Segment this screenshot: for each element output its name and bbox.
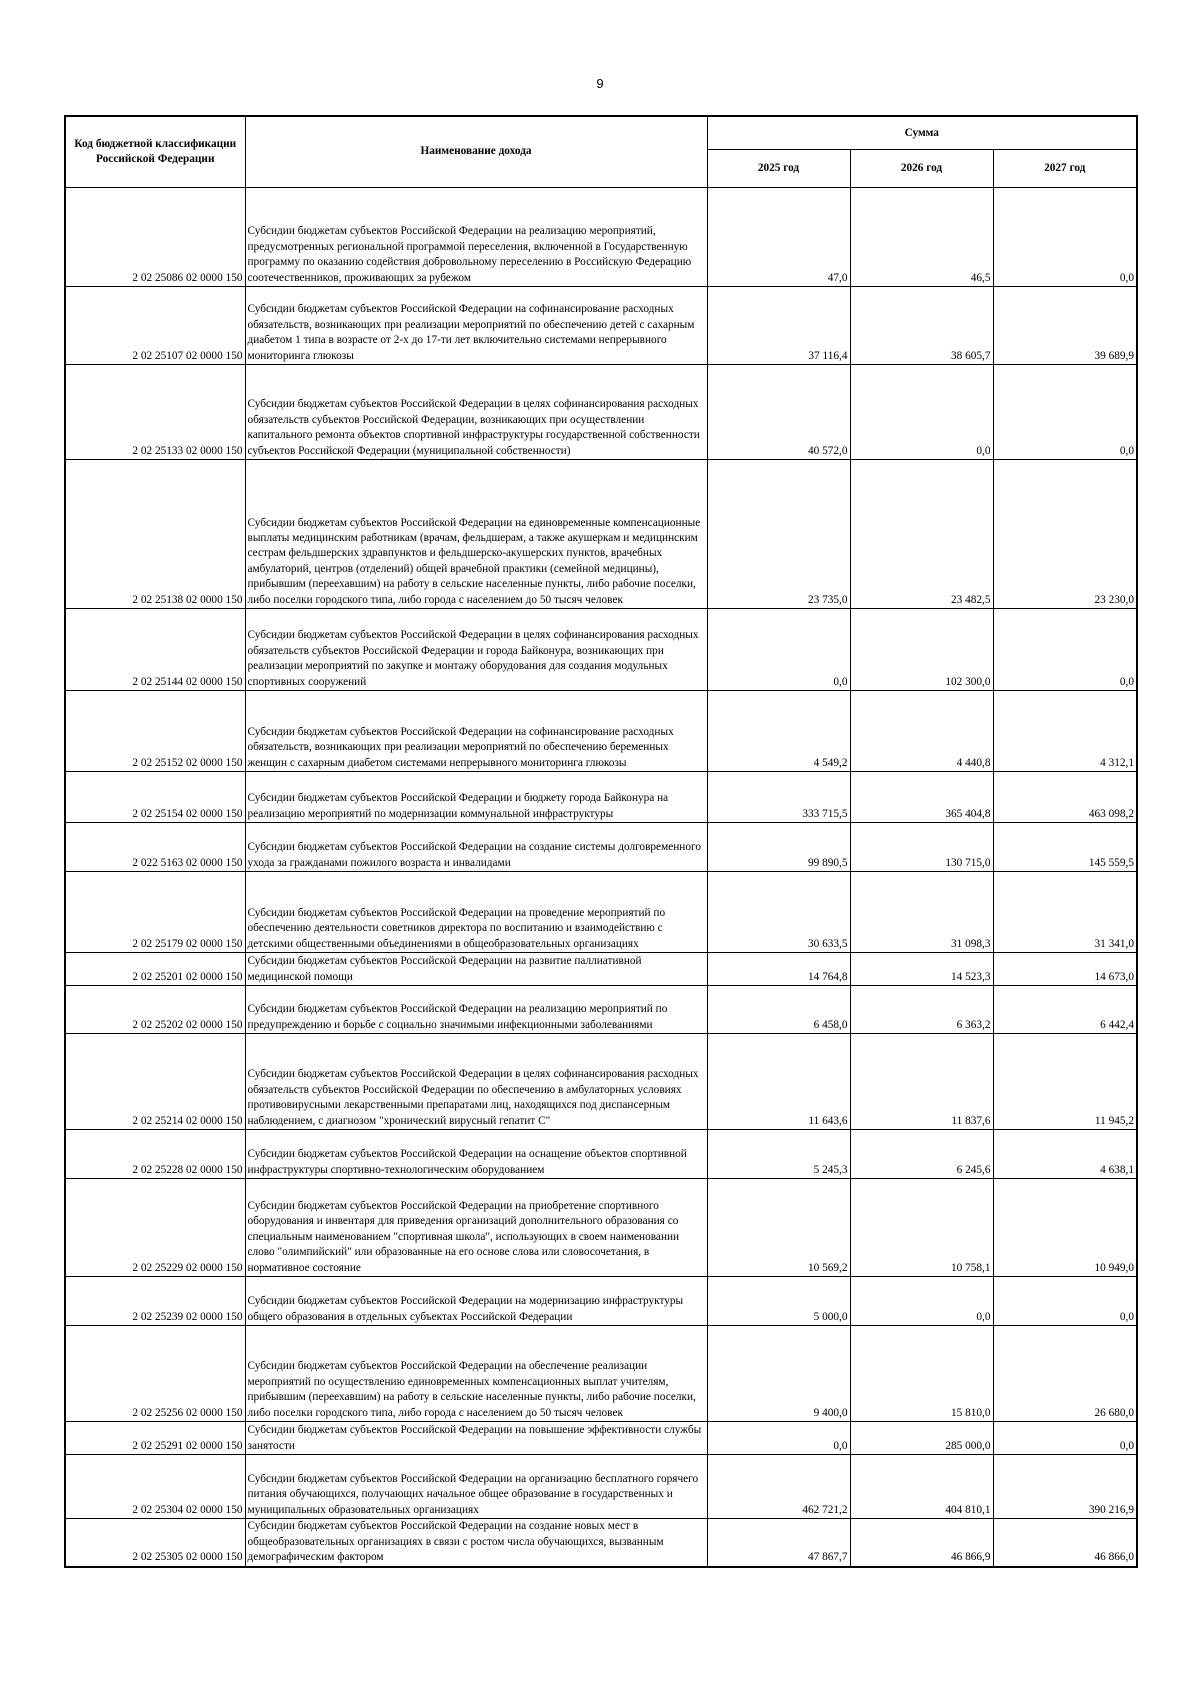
amount-2026: 14 523,3 (850, 953, 993, 986)
amount-2026: 102 300,0 (850, 609, 993, 691)
amount-2026: 15 810,0 (850, 1326, 993, 1422)
amount-2027: 0,0 (993, 1277, 1137, 1326)
amount-2026: 23 482,5 (850, 460, 993, 609)
amount-2026: 365 404,8 (850, 772, 993, 823)
table-row (65, 1422, 1137, 1455)
income-name: Субсидии бюджетам субъектов Российской Федерации на софинансирование расходных обязательств, возникающих при реализации мероприятий по обеспечению беременных женщин с сахарным диабетом системами непрерывного мониторинга глюкозы (245, 691, 707, 772)
income-name: Субсидии бюджетам субъектов Российской Федерации на приобретение спортивного оборудования и инвентаря для приведения организаций дополнительного образования со специальным наименованием "спортивная школа", использующих в своем наименовании слово "олимпийский" или образованные на его основе слова или словосочетания, в нормативное состояние (245, 1179, 707, 1277)
budget-code: 2 02 25229 02 0000 150 (65, 1179, 245, 1277)
budget-code: 2 02 25179 02 0000 150 (65, 872, 245, 953)
amount-2026: 11 837,6 (850, 1034, 993, 1130)
budget-code: 2 02 25202 02 0000 150 (65, 986, 245, 1034)
budget-code: 2 02 25107 02 0000 150 (65, 287, 245, 365)
budget-code: 2 02 25228 02 0000 150 (65, 1130, 245, 1179)
amount-2025: 30 633,5 (707, 872, 850, 953)
amount-2027: 0,0 (993, 609, 1137, 691)
amount-2025: 0,0 (707, 1422, 850, 1455)
amount-2026: 404 810,1 (850, 1455, 993, 1519)
table-row (65, 1130, 1137, 1179)
income-table (64, 115, 1138, 1568)
amount-2026: 38 605,7 (850, 287, 993, 365)
budget-code: 2 02 25133 02 0000 150 (65, 365, 245, 460)
amount-2026: 0,0 (850, 1277, 993, 1326)
amount-2027: 26 680,0 (993, 1326, 1137, 1422)
budget-code: 2 022 5163 02 0000 150 (65, 823, 245, 872)
amount-2027: 390 216,9 (993, 1455, 1137, 1519)
income-name: Субсидии бюджетам субъектов Российской Федерации и бюджету города Байконура на реализацию мероприятий по модернизации коммунальной инфраструктуры (245, 772, 707, 823)
table-row (65, 609, 1137, 691)
table-row (65, 1179, 1137, 1277)
header-code: Код бюджетной классификации Российской Федерации (65, 116, 245, 188)
table-row (65, 953, 1137, 986)
budget-code: 2 02 25144 02 0000 150 (65, 609, 245, 691)
amount-2025: 47,0 (707, 188, 850, 287)
amount-2027: 463 098,2 (993, 772, 1137, 823)
amount-2027: 0,0 (993, 365, 1137, 460)
budget-code: 2 02 25138 02 0000 150 (65, 460, 245, 609)
amount-2026: 6 363,2 (850, 986, 993, 1034)
income-name: Субсидии бюджетам субъектов Российской Федерации на проведение мероприятий по обеспечению деятельности советников директора по воспитанию и взаимодействию с детскими общественными объединениями в общеобразовательных организациях (245, 872, 707, 953)
income-name: Субсидии бюджетам субъектов Российской Федерации в целях софинансирования расходных обязательств субъектов Российской Федерации, возникающих при осуществлении капитального ремонта объектов спортивной инфраструктуры государственной собственности субъектов Российской Федерации (муниципальной собственности) (245, 365, 707, 460)
amount-2026: 285 000,0 (850, 1422, 993, 1455)
amount-2025: 40 572,0 (707, 365, 850, 460)
amount-2027: 6 442,4 (993, 986, 1137, 1034)
header-name: Наименование дохода (245, 116, 707, 188)
amount-2025: 37 116,4 (707, 287, 850, 365)
amount-2027: 31 341,0 (993, 872, 1137, 953)
amount-2026: 0,0 (850, 365, 993, 460)
table-row (65, 1455, 1137, 1519)
table-row (65, 188, 1137, 287)
amount-2025: 14 764,8 (707, 953, 850, 986)
income-name: Субсидии бюджетам субъектов Российской Федерации на модернизацию инфраструктуры общего образования в отдельных субъектах Российской Федерации (245, 1277, 707, 1326)
amount-2025: 0,0 (707, 609, 850, 691)
amount-2025: 6 458,0 (707, 986, 850, 1034)
income-name: Субсидии бюджетам субъектов Российской Федерации в целях софинансирования расходных обязательств субъектов Российской Федерации по обеспечению в амбулаторных условиях противовирусными лекарственными препаратами лиц, находящихся под диспансерным наблюдением, с диагнозом "хронический вирусный гепатит С" (245, 1034, 707, 1130)
amount-2025: 23 735,0 (707, 460, 850, 609)
header-sum: Сумма (707, 116, 1137, 150)
amount-2026: 4 440,8 (850, 691, 993, 772)
table-row (65, 1034, 1137, 1130)
budget-code: 2 02 25291 02 0000 150 (65, 1422, 245, 1455)
amount-2025: 11 643,6 (707, 1034, 850, 1130)
amount-2026: 10 758,1 (850, 1179, 993, 1277)
income-name: Субсидии бюджетам субъектов Российской Федерации на реализацию мероприятий по предупреждению и борьбе с социально значимыми инфекционными заболеваниями (245, 986, 707, 1034)
amount-2025: 4 549,2 (707, 691, 850, 772)
header-year-2025: 2025 год (707, 150, 850, 188)
income-name: Субсидии бюджетам субъектов Российской Федерации на единовременные компенсационные выплаты медицинским работникам (врачам, фельдшерам, а также акушеркам и медицинским сестрам фельдшерских здравпунктов и фельдшерско-акушерских пунктов, врачебных амбулаторий, центров (отделений) общей врачебной практики (семейной медицины), прибывшим (переехавшим) на работу в сельские населенные пункты, либо рабочие поселки, либо поселки городского типа, либо города с населением до 50 тысяч человек (245, 460, 707, 609)
budget-code: 2 02 25086 02 0000 150 (65, 188, 245, 287)
amount-2025: 462 721,2 (707, 1455, 850, 1519)
budget-code: 2 02 25154 02 0000 150 (65, 772, 245, 823)
income-name: Субсидии бюджетам субъектов Российской Федерации на реализацию мероприятий, предусмотренных региональной программой переселения, включенной в Государственную программу по оказанию содействия добровольному переселению в Российскую Федерацию соотечественников, проживающих за рубежом (245, 188, 707, 287)
table-row (65, 1519, 1137, 1567)
table-row (65, 986, 1137, 1034)
amount-2027: 10 949,0 (993, 1179, 1137, 1277)
table-row (65, 1277, 1137, 1326)
amount-2026: 31 098,3 (850, 872, 993, 953)
budget-code: 2 02 25239 02 0000 150 (65, 1277, 245, 1326)
table-row (65, 823, 1137, 872)
amount-2026: 46,5 (850, 188, 993, 287)
amount-2027: 11 945,2 (993, 1034, 1137, 1130)
amount-2027: 23 230,0 (993, 460, 1137, 609)
amount-2027: 0,0 (993, 1422, 1137, 1455)
header-year-2027: 2027 год (993, 150, 1137, 188)
amount-2027: 46 866,0 (993, 1519, 1137, 1567)
income-name: Субсидии бюджетам субъектов Российской Федерации на софинансирование расходных обязательств, возникающих при реализации мероприятий по обеспечению детей с сахарным диабетом 1 типа в возрасте от 2-х до 17-ти лет включительно системами непрерывного мониторинга глюкозы (245, 287, 707, 365)
amount-2025: 9 400,0 (707, 1326, 850, 1422)
income-name: Субсидии бюджетам субъектов Российской Федерации на создание новых мест в общеобразовательных организациях в связи с ростом числа обучающихся, вызванным демографическим фактором (245, 1519, 707, 1567)
income-name: Субсидии бюджетам субъектов Российской Федерации на развитие паллиативной медицинской помощи (245, 953, 707, 986)
table-row (65, 365, 1137, 460)
income-name: Субсидии бюджетам субъектов Российской Федерации на оснащение объектов спортивной инфраструктуры спортивно-технологическим оборудованием (245, 1130, 707, 1179)
income-name: Субсидии бюджетам субъектов Российской Федерации на обеспечение реализации мероприятий по осуществлению единовременных компенсационных выплат учителям, прибывшим (переехавшим) на работу в сельские населенные пункты, либо рабочие поселки, либо поселки городского типа, либо города с населением до 50 тысяч человек (245, 1326, 707, 1422)
amount-2025: 47 867,7 (707, 1519, 850, 1567)
budget-code: 2 02 25304 02 0000 150 (65, 1455, 245, 1519)
amount-2027: 39 689,9 (993, 287, 1137, 365)
amount-2026: 130 715,0 (850, 823, 993, 872)
amount-2027: 14 673,0 (993, 953, 1137, 986)
budget-code: 2 02 25214 02 0000 150 (65, 1034, 245, 1130)
amount-2027: 0,0 (993, 188, 1137, 287)
amount-2025: 10 569,2 (707, 1179, 850, 1277)
income-name: Субсидии бюджетам субъектов Российской Федерации на организацию бесплатного горячего питания обучающихся, получающих начальное общее образование в государственных и муниципальных образовательных организациях (245, 1455, 707, 1519)
amount-2027: 145 559,5 (993, 823, 1137, 872)
amount-2026: 46 866,9 (850, 1519, 993, 1567)
budget-code: 2 02 25201 02 0000 150 (65, 953, 245, 986)
table-row (65, 287, 1137, 365)
amount-2026: 6 245,6 (850, 1130, 993, 1179)
income-name: Субсидии бюджетам субъектов Российской Федерации в целях софинансирования расходных обязательств субъектов Российской Федерации и города Байконура, возникающих при реализации мероприятий по закупке и монтажу оборудования для создания модульных спортивных сооружений (245, 609, 707, 691)
table-row (65, 1326, 1137, 1422)
amount-2027: 4 638,1 (993, 1130, 1137, 1179)
budget-code: 2 02 25152 02 0000 150 (65, 691, 245, 772)
table-row (65, 691, 1137, 772)
table-row (65, 872, 1137, 953)
page-number: 9 (596, 76, 604, 91)
table-row (65, 460, 1137, 609)
income-name: Субсидии бюджетам субъектов Российской Федерации на повышение эффективности службы занятости (245, 1422, 707, 1455)
table-row (65, 772, 1137, 823)
amount-2025: 99 890,5 (707, 823, 850, 872)
amount-2027: 4 312,1 (993, 691, 1137, 772)
budget-code: 2 02 25305 02 0000 150 (65, 1519, 245, 1567)
budget-code: 2 02 25256 02 0000 150 (65, 1326, 245, 1422)
amount-2025: 5 245,3 (707, 1130, 850, 1179)
header-year-2026: 2026 год (850, 150, 993, 188)
amount-2025: 333 715,5 (707, 772, 850, 823)
amount-2025: 5 000,0 (707, 1277, 850, 1326)
income-name: Субсидии бюджетам субъектов Российской Федерации на создание системы долговременного ухода за гражданами пожилого возраста и инвалидами (245, 823, 707, 872)
